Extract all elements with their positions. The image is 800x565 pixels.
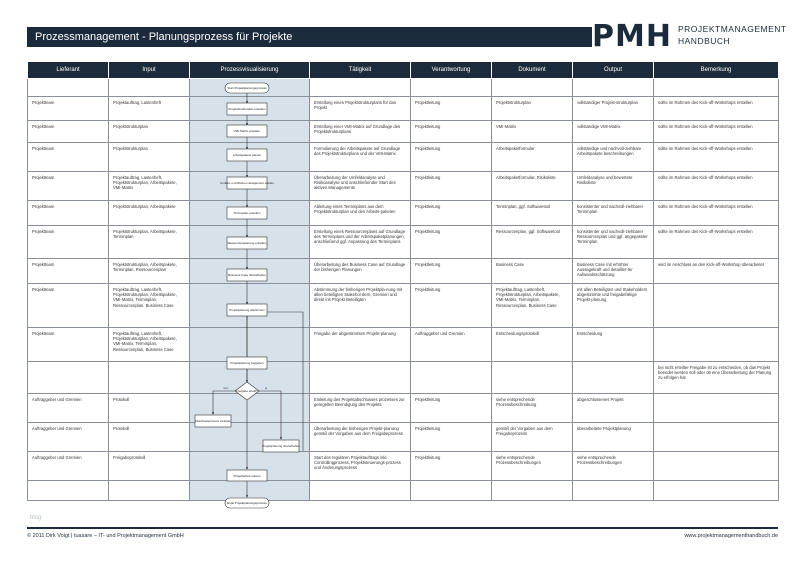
table-row: [28, 201, 779, 226]
cell-input: [109, 79, 190, 97]
cell-taetigkeit: Freigabe der abgestimmten Projekt-planung: [310, 328, 411, 362]
cell-input: Projektstrukturplan: [109, 143, 190, 172]
cell-verantwortung: Projektleitung: [411, 423, 492, 452]
cell-bemerkung: [654, 452, 779, 481]
cell-output: vollständige VMI-Matrix: [573, 121, 654, 143]
cell-dokument: Arbeitspaketformular, Risikoliste: [492, 172, 573, 201]
column-header-verantwortung: Verantwortung: [411, 62, 492, 79]
document-title: Prozessmanagement - Planungsprozess für Projekte: [27, 27, 592, 47]
cell-input: Projektauftrag, Lastenheft: [109, 97, 190, 121]
cell-bemerkung: [654, 284, 779, 328]
cell-output: mit allen Beteiligten und Stakeholdern abgestimmte und freigabefähige Projekt-planung: [573, 284, 654, 328]
cell-input: Protokoll: [109, 423, 190, 452]
table-row: [28, 143, 779, 172]
cell-lieferant: Projektteam: [28, 143, 109, 172]
cell-output: konsistenter und nachvoll-ziehbarer Terminplan: [573, 201, 654, 226]
cell-verantwortung: Projektleitung: [411, 452, 492, 481]
column-header-prozessvisualisierung: Prozessvisualisierung: [190, 62, 310, 79]
cell-lieferant: [28, 481, 109, 501]
table-row: [28, 226, 779, 259]
cell-verantwortung: [411, 362, 492, 394]
column-header-bemerkung: Bemerkung: [654, 62, 779, 79]
cell-lieferant: Projektteam: [28, 121, 109, 143]
cell-lieferant: [28, 362, 109, 394]
cell-input: Projektstrukturplan: [109, 121, 190, 143]
cell-input: Freigabeprotokoll: [109, 452, 190, 481]
cell-verantwortung: [411, 481, 492, 501]
cell-dokument: Entscheidungsprotokoll: [492, 328, 573, 362]
cell-verantwortung: Projektleitung: [411, 121, 492, 143]
table-row: [28, 97, 779, 121]
cell-bemerkung: sollte im Rahmen des Kick-off-Workshops erstellen: [654, 201, 779, 226]
footer-rule: [27, 527, 778, 529]
flow-end-label: Ende Projektplanungsprozess: [227, 501, 267, 505]
cell-bemerkung: sollte im Rahmen des Kick-off-Workshops erstellen: [654, 121, 779, 143]
process-table: [27, 61, 779, 501]
cell-bemerkung: sollte im Rahmen des Kick-off-Workshops erstellen: [654, 226, 779, 259]
cell-dokument: gemäß der Vorgaben aus dem Freigabeprozess: [492, 423, 573, 452]
cell-output: vollständiger Projekt-strukturplan: [573, 97, 654, 121]
cell-verantwortung: Projektleitung: [411, 97, 492, 121]
cell-input: [109, 362, 190, 394]
cell-lieferant: Projektteam: [28, 284, 109, 328]
cell-taetigkeit: [310, 79, 411, 97]
column-header-lieferant: Lieferant: [28, 62, 109, 79]
cell-dokument: Terminplan, ggf. Softwaretool: [492, 201, 573, 226]
flow-yes-label: ja: [265, 386, 268, 390]
cell-taetigkeit: Erstellung einer VMI-Matrix auf Grundlage des Projektstrukturplans: [310, 121, 411, 143]
table-body: [28, 79, 779, 501]
cell-dokument: Ressourcenplan, ggf. Softwaretool: [492, 226, 573, 259]
cell-input: Protokoll: [109, 394, 190, 423]
cell-bemerkung: [654, 328, 779, 362]
cell-bemerkung: [654, 423, 779, 452]
cell-bemerkung: [654, 79, 779, 97]
flow-step-label: Business Case überarbeiten: [228, 273, 266, 277]
cell-lieferant: Projektteam: [28, 226, 109, 259]
table-row: [28, 172, 779, 201]
table-row: [28, 481, 779, 501]
cell-verantwortung: [411, 79, 492, 97]
flow-rework-label: Projektplanung überarbeiten: [262, 444, 300, 448]
cell-verantwortung: Projektleitung: [411, 394, 492, 423]
cell-taetigkeit: Abstimmung der bisherigen Projektpla-nung mit allen beteiligten Stakehol-dern, Gremien und direkt ins Projekt Beteiligten: [310, 284, 411, 328]
flow-no-label: nein: [223, 386, 229, 390]
column-header-taetigkeit: Tätigkeit: [310, 62, 411, 79]
column-header-input: Input: [109, 62, 190, 79]
cell-taetigkeit: [310, 481, 411, 501]
cell-output: abgeschlossenes Projekt: [573, 394, 654, 423]
cell-output: [573, 79, 654, 97]
cell-lieferant: Auftraggeber und Gremien: [28, 394, 109, 423]
flow-step-label: Umfeld- und Risiko-management starten: [220, 181, 274, 185]
cell-verantwortung: Projektleitung: [411, 284, 492, 328]
flow-step-label: Projektstrukturplan erstellen: [228, 107, 266, 111]
cell-lieferant: Projektteam: [28, 259, 109, 284]
table-row: [28, 362, 779, 394]
cell-dokument: siehe entsprechende Prozessbeschreibung: [492, 394, 573, 423]
cell-bemerkung: [654, 394, 779, 423]
cell-dokument: siehe entsprechende Prozessbeschreibungen: [492, 452, 573, 481]
logo-line-1: PROJEKTMANAGEMENT: [678, 24, 787, 34]
cell-output: Entscheidung: [573, 328, 654, 362]
cell-output: konsistenter und nachvoll-ziehbarer Ressourcenplan und ggf. angepasster Terminplan: [573, 226, 654, 259]
cell-taetigkeit: Erstellung eines Projektstrukturplans für das Projekt: [310, 97, 411, 121]
cell-dokument: Arbeitspaketformular: [492, 143, 573, 172]
table-row: [28, 394, 779, 423]
cell-verantwortung: Projektleitung: [411, 259, 492, 284]
cell-input: Projektauftrag, Lastenheft, Projektstrukturplan, Arbeitspakete, VMI-Matrix, Terminplan, Ressourcenplan, Business Case: [109, 328, 190, 362]
table-row: [28, 79, 779, 97]
cell-output: [573, 481, 654, 501]
cell-taetigkeit: Start des regulären Projektauftrags inkl. Controllingprozess, Projektsteuerungs-prozess und Änderungsprozess: [310, 452, 411, 481]
flow-step-label: Projektplanung freigeben: [230, 361, 264, 365]
flow-abort-label: Abschlussprozess einleiten: [194, 419, 232, 423]
flow-step-label: Ressourcenplanung erstellen: [227, 241, 267, 245]
cell-bemerkung: sollte im Rahmen des Kick-off-Workshops erstellen: [654, 97, 779, 121]
cell-verantwortung: Projektleitung: [411, 201, 492, 226]
table-row: [28, 452, 779, 481]
flow-start-label: Start Projektplanungsprozess: [227, 86, 267, 90]
cell-input: Projektauftrag, Lastenheft, Projektstrukturplan, Arbeitspakete, VMI-Matrix: [109, 172, 190, 201]
cell-bemerkung: [654, 481, 779, 501]
cell-dokument: Business Case: [492, 259, 573, 284]
cell-dokument: VMI-Matrix: [492, 121, 573, 143]
cell-input: Projektstrukturplan, Arbeitspakete: [109, 201, 190, 226]
cell-bemerkung: bei nicht erteilter Freigabe ist zu entscheiden, ob das Projekt beendet werden soll oder ob eine Überarbeitung der Planung zu erfolgen hat: [654, 362, 779, 394]
footer-url[interactable]: www.projektmanagementhandbuch.de: [684, 533, 778, 539]
cell-taetigkeit: [310, 362, 411, 394]
cell-output: vollständige und nachvoll-ziehbare Arbeitspakete beschreibungen: [573, 143, 654, 172]
cell-bemerkung: sollte im Rahmen des Kick-off-Workshops erstellen: [654, 172, 779, 201]
cell-taetigkeit: Erstellung eines Ressourcenplans auf Grundlage des Terminplans und der Arbeitspaketplanungen, anschließend ggf. Anpassung des Terminplans: [310, 226, 411, 259]
cell-taetigkeit: Ableitung eines Terminplans aus dem Projektstrukturplan und den Arbeits-paketen: [310, 201, 411, 226]
cell-input: Projektauftrag, Lastenheft, Projektstrukturplan, Arbeitspakete, VMI-Matrix, Terminplan, Ressourcenplan, Business Case: [109, 284, 190, 328]
cell-verantwortung: Auftraggeber und Gremien: [411, 328, 492, 362]
cell-output: [573, 362, 654, 394]
cell-dokument: Projektauftrag, Lastenheft, Projektstrukturplan, Arbeitspakete, VMI-Matrix, Terminplan, Ressourcenplan, Business Case: [492, 284, 573, 328]
cell-dokument: [492, 362, 573, 394]
column-header-dokument: Dokument: [492, 62, 573, 79]
cell-taetigkeit: Formulierung der Arbeitspakete auf Grundlage des Projektstrukturplans und der VMI-Matrix: [310, 143, 411, 172]
logo-line-2: HANDBUCH: [678, 36, 731, 46]
cell-verantwortung: Projektleitung: [411, 143, 492, 172]
cell-lieferant: Auftraggeber und Gremien: [28, 452, 109, 481]
flow-continue-label: Projektarbeit starten: [233, 474, 261, 478]
process-flowchart: [189, 79, 309, 513]
cell-bemerkung: wird im Anschluss an den Kick-off-Workshop überarbeitet: [654, 259, 779, 284]
flow-step-label: Projektplanung abstimmen: [229, 308, 265, 312]
cell-lieferant: Projektteam: [28, 201, 109, 226]
table-row: [28, 284, 779, 328]
cell-input: Projektstrukturplan, Arbeitspakete, Terminplan, Ressourcenplan: [109, 259, 190, 284]
flow-decision-label: Freigabe erteilt?: [236, 389, 258, 393]
cell-dokument: [492, 481, 573, 501]
table-row: [28, 259, 779, 284]
flow-step-label: Terminplan erstellen: [233, 211, 261, 215]
cell-taetigkeit: Überarbeitung der bisherigen Projekt-planung gemäß der Vorgaben aus dem Freigabeprozess: [310, 423, 411, 452]
cell-verantwortung: Projektleitung: [411, 226, 492, 259]
cell-dokument: [492, 79, 573, 97]
logo-mark: PMH: [592, 19, 672, 54]
cell-bemerkung: sollte im Rahmen des Kick-off-Workshops erstellen: [654, 143, 779, 172]
cell-verantwortung: Projektleitung: [411, 172, 492, 201]
cell-input: [109, 481, 190, 501]
cell-taetigkeit: Überarbeitung der Umfeldanalyse und Risikoanalyse und anschließender Start des aktiven Managements: [310, 172, 411, 201]
cell-input: Projektstrukturplan, Arbeitspakete, Terminplan: [109, 226, 190, 259]
footer-copyright: © 2011 Dirk Voigt | tuasare – IT- und Projektmanagement GmbH: [27, 533, 184, 539]
cell-taetigkeit: Überarbeitung des Business Case auf Grundlage der bisherigen Planungen: [310, 259, 411, 284]
pmh-logo: [592, 19, 787, 54]
cell-lieferant: Projektteam: [28, 172, 109, 201]
flow-step-label: VMI-Matrix erstellen: [233, 129, 261, 133]
table-row: [28, 121, 779, 143]
cell-output: überarbeitete Projektplanung: [573, 423, 654, 452]
cell-lieferant: Auftraggeber und Gremien: [28, 423, 109, 452]
cell-output: Business Case mit erhöhter Aussagekraft und detaillier-ter Aufwandsschätzung: [573, 259, 654, 284]
cell-lieferant: Projektteam: [28, 97, 109, 121]
cell-lieferant: Projektteam: [28, 328, 109, 362]
flow-step-label: Arbeitspakete planen: [232, 153, 262, 157]
cell-lieferant: [28, 79, 109, 97]
blog-watermark: blog: [30, 515, 42, 521]
table-header-row: [28, 62, 779, 79]
table-row: [28, 423, 779, 452]
table-row: [28, 328, 779, 362]
cell-output: Umfeldanalyse und bewertete Risikoliste: [573, 172, 654, 201]
cell-dokument: Projektstrukturplan: [492, 97, 573, 121]
cell-output: siehe entsprechende Prozessbeschreibungen: [573, 452, 654, 481]
column-header-output: Output: [573, 62, 654, 79]
cell-taetigkeit: Einleitung des Projektabschlusses prozesses zur geregelten Beendigung des Projekts: [310, 394, 411, 423]
